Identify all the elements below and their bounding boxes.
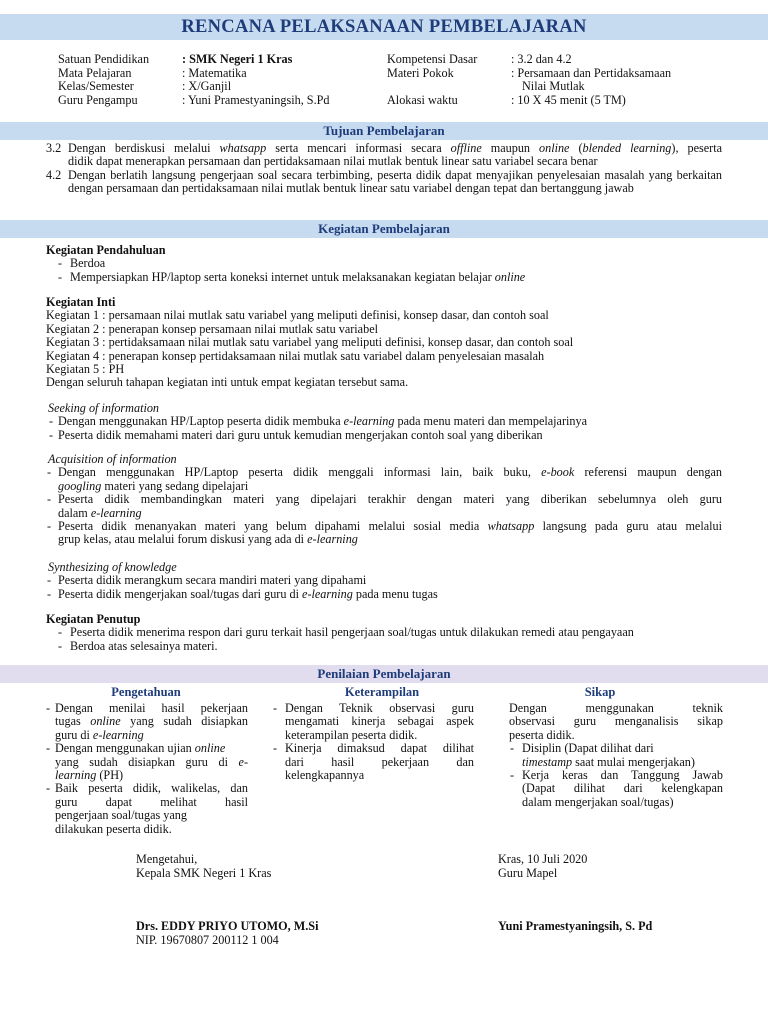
inti-line: Kegiatan 1 : persamaan nilai mutlak satu variabel yang meliputi definisi, konsep dasar, dan contoh soal [46,308,549,323]
value-kd: : 3.2 dan 4.2 [511,52,572,66]
inti-line: Kegiatan 5 : PH [46,362,125,377]
inti-line: Kegiatan 4 : penerapan konsep pertidaksamaan nilai mutlak satu variabel dalam penyelesaian masalah [46,348,545,363]
label-materi: Materi Pokok [387,66,454,80]
sign-right-l1: Kras, 10 Juli 2020 [498,852,588,866]
label-alokasi: Alokasi waktu [387,93,458,107]
inti-title: Kegiatan Inti [46,295,116,309]
section-heading-penilaian: Penilaian Pembelajaran [0,665,768,683]
col-head-sikap: Sikap [584,685,616,699]
sign-left-nip: NIP. 19670807 200112 1 004 [136,933,279,947]
sign-left-l1: Mengetahui, [136,852,198,866]
col-head-pengetahuan: Pengetahuan [111,685,181,699]
col-head-keterampilan: Keterampilan [344,685,420,699]
tujuan-item-3-2: 3.2 Dengan berdiskusi melalui whatsapp serta mencari informasi secara offline maupun online (blended learning), peserta didik dapat menerapkan persamaan dan pertidaksamaan nilai mutlak bentuk linear satu variabel secara benar [46,141,722,169]
sign-left-name: Drs. EDDY PRIYO UTOMO, M.Si [136,919,319,933]
list-item: - Dengan menggunakan HP/Laptop peserta didik menggali informasi lain, baik buku, e-book referensi maupun dengan googling materi yang sedang dipelajari [47,465,722,493]
list-item: - Kinerja dimaksud dapat dilihat dari hasil pekerjaan dan kelengkapannya [273,741,474,783]
inti-line: Kegiatan 2 : penerapan konsep persamaan nilai mutlak satu variabel [46,321,378,336]
value-kelas: : X/Ganjil [182,79,232,93]
list-item: - Peserta didik menerima respon dari guru terkait hasil pengerjaan soal/tugas untuk dilakukan remedi atau pengayaan [58,625,634,640]
kegiatan-pendahuluan [46,244,722,284]
list-item: - Dengan menilai hasil pekerjaan tugas online yang sudah disiapkan guru di e-learning [46,701,248,742]
list-item: - Dengan menggunakan HP/Laptop peserta didik membuka e-learning pada menu materi dan mempelajarinya [49,414,588,429]
list-item: - Peserta didik memahami materi dari guru untuk kemudian mengerjakan contoh soal yang diberikan [49,427,543,442]
col-pengetahuan [46,702,248,836]
list-item: - Berdoa atas selesainya materi. [58,638,218,653]
seeking-block [46,402,722,442]
seeking-title: Seeking of information [48,401,160,415]
list-item: - Peserta didik membandingkan materi yang dipelajari terakhir dengan materi yang diberikan sebelumnya oleh guru dalam e-learning [47,492,722,520]
value-satuan: : SMK Negeri 1 Kras [182,52,293,66]
list-item: - Dengan menggunakan ujian online yang sudah disiapkan guru di e- learning (PH) [46,741,248,783]
value-alokasi: : 10 X 45 menit (5 TM) [511,93,626,107]
tujuan-list [46,142,722,196]
label-kd: Kompetensi Dasar [387,52,478,66]
page-title: RENCANA PELAKSANAAN PEMBELAJARAN [0,14,768,40]
tujuan-item-4-2: 4.2 Dengan berlatih langsung pengerjaan soal secara terbimbing, peserta didik dapat menyajikan penyelesaian masalah yang berkaitan dengan persamaan dan pertidaksamaan nilai mutlak bentuk linear satu variabel dengan tepat dan bertanggung jawab [46,167,722,196]
value-materi-2: Nilai Mutlak [522,79,585,93]
inti-line: Dengan seluruh tahapan kegiatan inti untuk empat kegiatan tersebut sama. [46,375,409,390]
col-sikap: Dengan menggunakan teknik observasi guru menganalisis sikap peserta didik. - Disiplin (Dapat dilihat dari timestamp saat mulai mengerjakan) - Kerja keras dan Tanggung Jawab (Dapat dilihat dari kelengkapan dalam mengerjakan soal/tugas) [509,701,723,809]
acquisition-block [46,453,722,547]
inti-line: Kegiatan 3 : pertidaksamaan nilai mutlak satu variabel yang meliputi definisi, konsep dasar, dan contoh soal [46,335,574,350]
list-item: - Peserta didik menanyakan materi yang belum dipahami melalui sosial media whatsapp langsung pada guru atau melalui grup kelas, atau melalui forum diskusi yang ada di e-learning [47,519,722,547]
penutup-title: Kegiatan Penutup [46,612,141,626]
list-item: - Disiplin (Dapat dilihat dari timestamp saat mulai mengerjakan) [510,741,695,769]
sign-right-l2: Guru Mapel [498,866,558,880]
list-item: - Baik peserta didik, walikelas, dan guru dapat melihat hasil pengerjaan soal/tugas yang dilakukan peserta didik. [46,781,248,836]
sign-right-name: Yuni Pramestyaningsih, S. Pd [498,919,653,933]
sign-left-l2: Kepala SMK Negeri 1 Kras [136,866,272,880]
list-item: - Mempersiapkan HP/laptop serta koneksi internet untuk melaksanakan kegiatan belajar online [58,269,526,284]
col-keterampilan [273,702,474,782]
value-guru: : Yuni Pramestyaningsih, S.Pd [182,93,330,107]
label-mapel: Mata Pelajaran [58,66,132,80]
section-heading-kegiatan: Kegiatan Pembelajaran [0,220,768,238]
list-item: - Berdoa [58,256,106,271]
list-item: - Peserta didik merangkum secara mandiri materi yang dipahami [47,573,367,588]
synthesizing-block [46,561,722,601]
list-item: - Kerja keras dan Tanggung Jawab (Dapat dilihat dari kelengkapan dalam mengerjakan soal/tugas) [510,768,723,809]
kegiatan-penutup [46,613,722,653]
synthesizing-title: Synthesizing of knowledge [48,560,177,574]
pendahuluan-title: Kegiatan Pendahuluan [46,243,166,257]
acquisition-title: Acquisition of information [48,452,177,466]
kegiatan-inti [46,296,722,390]
list-item: - Peserta didik mengerjakan soal/tugas dari guru di e-learning pada menu tugas [47,586,438,601]
label-kelas: Kelas/Semester [58,79,134,93]
value-mapel: : Matematika [182,66,247,80]
value-materi: : Persamaan dan Pertidaksamaan [511,66,672,80]
section-heading-tujuan: Tujuan Pembelajaran [0,122,768,140]
label-guru: Guru Pengampu [58,93,138,107]
label-satuan: Satuan Pendidikan [58,52,150,66]
list-item: - Dengan Teknik observasi guru mengamati kinerja sebagai aspek keterampilan peserta didik. [273,701,474,742]
